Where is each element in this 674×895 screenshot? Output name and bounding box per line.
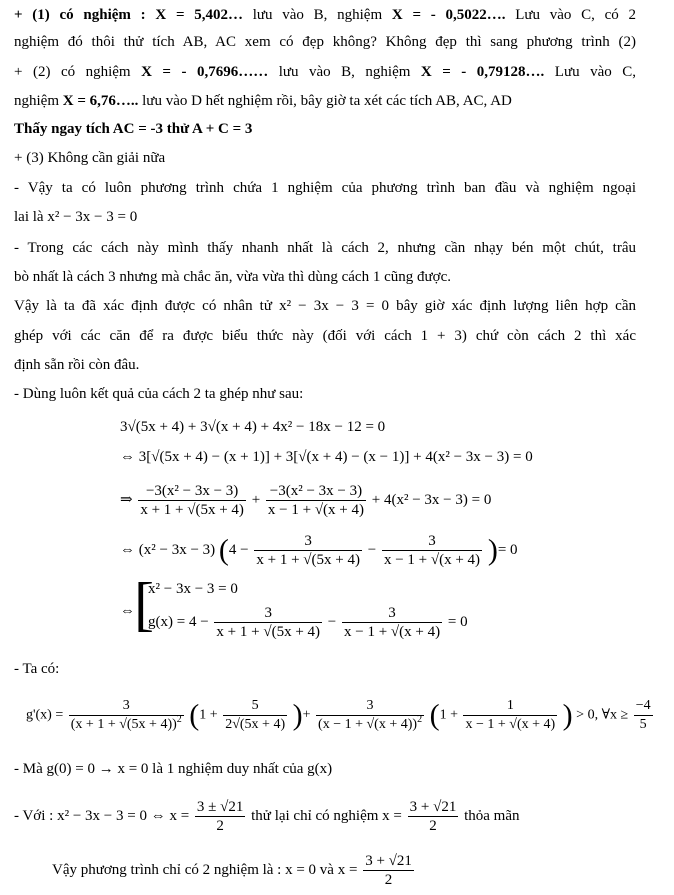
paragraph-line: - Mà g(0) = 0 → x = 0 là 1 nghiệm duy nhất của g(x)	[14, 761, 333, 777]
root-value-4: X = - 0,79128….	[420, 64, 545, 80]
equation-line-1: 3√(5x + 4) + 3√(x + 4) + 4x² − 18x − 12 = 0	[120, 419, 386, 435]
paragraph-line: - Dùng luôn kết quả của cách 2 ta ghép như sau:	[14, 386, 304, 402]
paragraph-line: - Với : x² − 3x − 3 = 0 ⇔ x = $\frac{3 \pm √21}{2}$ thử lại chỉ có nghiệm x = $\frac{3 + √21}{2}$ thỏa mãn	[14, 799, 520, 834]
root-value-3: X = - 0,7696……	[141, 64, 269, 80]
fraction: $\frac{3}{x + 1 + √(5x + 4)}$	[216, 605, 321, 640]
equation-line-3: ⇒ $\frac{\text{−3(x² − 3x − 3)}}{x + 1 + √(5x + 4)}$ + $\frac{\text{−3(x² − 3x − 3)}}{x - 1 + √(x + 4)}$ + 4(x² − 3x − 3) = 0	[120, 483, 492, 518]
highlight-line: Thấy ngay tích AC = -3 thử A + C = 3	[14, 121, 253, 137]
document-page: + (1) có nghiệm : X = 5,402… lưu vào B, nghiệm X = - 0,5022…. Lưu vào C, có 2 nghiệm đó thôi thử tích AB, AC xem có đẹp không? Không đẹp thì sang phương trình (2) + (2) có nghiệm X = - 0,7696…… lưu vào B, nghiệm X = - 0,79128…. Lưu vào C, nghiệm X = 6,76….. lưu vào D hết nghiệm rồi, bây giờ ta xét các tích AB, AC, AD Thấy ngay tích AC = -3 thử A + C = 3 + (3) Không cần giải nữa - Vậy ta có luôn phương trình chứa 1 nghiệm của phương trình ban đầu và nghiệm ngoại lai là x² − 3x − 3 = 0 - Trong các cách này mình thấy nhanh nhất là cách 2, nhưng cần nhạy bén một chút, trâu bò nhất là cách 3 nhưng mà chắc ăn, vừa vừa thì dùng cách 1 cũng được. Vậy là ta đã xác định được có nhân tử x² − 3x − 3 = 0 bây giờ xác định lượng liên hợp cần ghép với các căn để ra được biểu thức này (đối với cách 1 + 3) chứ còn cách 2 thì xác định sẵn rồi còn đâu. - Dùng luôn kết quả của cách 2 ta ghép như sau: 3√(5x + 4) + 3√(x + 4) + 4x² − 18x − 12 = 0 ⇔ 3[√(5x + 4) − (x + 1)] + 3[√(x + 4) − (x − 1)] + 4(x² − 3x − 3) = 0 ⇒ $\frac{\text{−3(x² − 3x − 3)}}{x + 1 + √(5x + 4)}$ + $\frac{\text{−3(x² − 3x − 3)}}{x - 1 + √(x + 4)}$ + 4(x² − 3x − 3) = 0 ⇔ (x² − 3x − 3) (4 − $\frac{3}{x + 1 + √(5x + 4)}$ − $\frac{3}{x - 1 + √(x + 4)}$ )= 0 ⇔ [ x² − 3x − 3 = 0 g(x) = 4 − $\frac{3}{x + 1 + √(5x + 4)}$ − $\frac{3}{x - 1 + √(x + 4)}$ = 0 - Ta có: g'(x) = $\frac{3}{(x + 1 + √(5x + 4))^2}$ (1 + $\frac{5}{2√(5x + 4)}$ )+ $\frac{3}{(x - 1 + √(x + 4))^2}$ (1 + $\frac{1}{x - 1 + √(x + 4)}$ ) > 0, ∀x ≥ $\frac{-4}{5}$ - Mà g(0) = 0 → x = 0 là 1 nghiệm duy nhất của g(x) - Với : x² − 3x − 3 = 0 ⇔ x = $\frac{3 \pm √21}{2}$ thử lại chỉ có nghiệm x = $\frac{3 + √21}{2}$ thỏa mãn Vậy phương trình chỉ có 2 nghiệm là : x = 0 và x = $\frac{3 + √21}{2}$	[0, 0, 649, 895]
fraction: $\frac{\text{−3(x² − 3x − 3)}}{x + 1 + √(5x + 4)}$	[140, 483, 244, 518]
conclusion-line: Vậy phương trình chỉ có 2 nghiệm là : x = 0 và x = $\frac{3 + √21}{2}$	[52, 853, 412, 888]
paragraph-line: nghiệm đó thôi thử tích AB, AC xem có đẹp không? Không đẹp thì sang phương trình (2)	[14, 34, 636, 50]
paragraph-line: + (3) Không cần giải nữa	[14, 150, 166, 166]
root-value-2: X = - 0,5022….	[391, 7, 506, 23]
root-value-5: X = 6,76…..	[62, 93, 139, 109]
paragraph-line: - Ta có:	[14, 661, 60, 677]
fraction: $\frac{3}{x - 1 + √(x + 4)}$	[344, 605, 441, 640]
factor-equation: x² − 3x − 3 = 0	[47, 209, 138, 225]
equation-line-4: ⇔ (x² − 3x − 3) (4 − $\frac{3}{x + 1 + √(5x + 4)}$ − $\frac{3}{x - 1 + √(x + 4)}$ )= 0	[120, 533, 518, 568]
paragraph-line: - Vậy ta có luôn phương trình chứa 1 nghiệm của phương trình ban đầu và nghiệm ngoại	[14, 180, 636, 196]
root-value-1: X = 5,402…	[155, 7, 243, 23]
paragraph-line: Vậy là ta đã xác định được có nhân tử x² − 3x − 3 = 0 bây giờ xác định lượng liên hợp cần	[14, 298, 636, 314]
system-row-1: x² − 3x − 3 = 0	[148, 581, 238, 597]
fraction: $\frac{3}{x + 1 + √(5x + 4)}$	[256, 533, 360, 568]
equation-line-2: ⇔ 3[√(5x + 4) − (x + 1)] + 3[√(x + 4) − (x − 1)] + 4(x² − 3x − 3) = 0	[120, 449, 533, 465]
fraction: $\frac{3}{x - 1 + √(x + 4)}$	[383, 533, 481, 568]
paragraph-line: ghép với các căn để ra được biểu thức này (đối với cách 1 + 3) chứ còn cách 2 thì xác	[14, 328, 636, 344]
paragraph-line: định sẵn rồi còn đâu.	[14, 357, 140, 373]
line-equation-1-roots: + (1) có nghiệm : X = 5,402… lưu vào B, nghiệm X = - 0,5022…. Lưu vào C, có 2	[14, 7, 637, 23]
fraction: $\frac{\text{−3(x² − 3x − 3)}}{x - 1 + √(x + 4)}$	[267, 483, 365, 518]
system-bracket: [	[134, 571, 154, 637]
system-row-2: g(x) = 4 − $\frac{3}{x + 1 + √(5x + 4)}$ − $\frac{3}{x - 1 + √(x + 4)}$ = 0	[148, 605, 468, 640]
paragraph-line: - Trong các cách này mình thấy nhanh nhất là cách 2, nhưng cần nhạy bén một chút, trâu	[14, 240, 636, 256]
line-equation-2-roots: + (2) có nghiệm X = - 0,7696…… lưu vào B, nghiệm X = - 0,79128…. Lưu vào C,	[14, 64, 636, 80]
paragraph-line: bò nhất là cách 3 nhưng mà chắc ăn, vừa vừa thì dùng cách 1 cũng được.	[14, 269, 451, 285]
paragraph-line: nghiệm X = 6,76….. lưu vào D hết nghiệm rồi, bây giờ ta xét các tích AB, AC, AD	[14, 93, 512, 109]
paragraph-line: lai là x² − 3x − 3 = 0	[14, 209, 138, 225]
plus-one-label: + (1) có nghiệm :	[14, 7, 156, 23]
derivative-line: g'(x) = $\frac{3}{(x + 1 + √(5x + 4))^2}$ (1 + $\frac{5}{2√(5x + 4)}$ )+ $\frac{3}{(x - 1 + √(x + 4))^2}$ (1 + $\frac{1}{x - 1 + √(x + 4)}$ ) > 0, ∀x ≥ $\frac{-4}{5}$	[26, 698, 651, 732]
